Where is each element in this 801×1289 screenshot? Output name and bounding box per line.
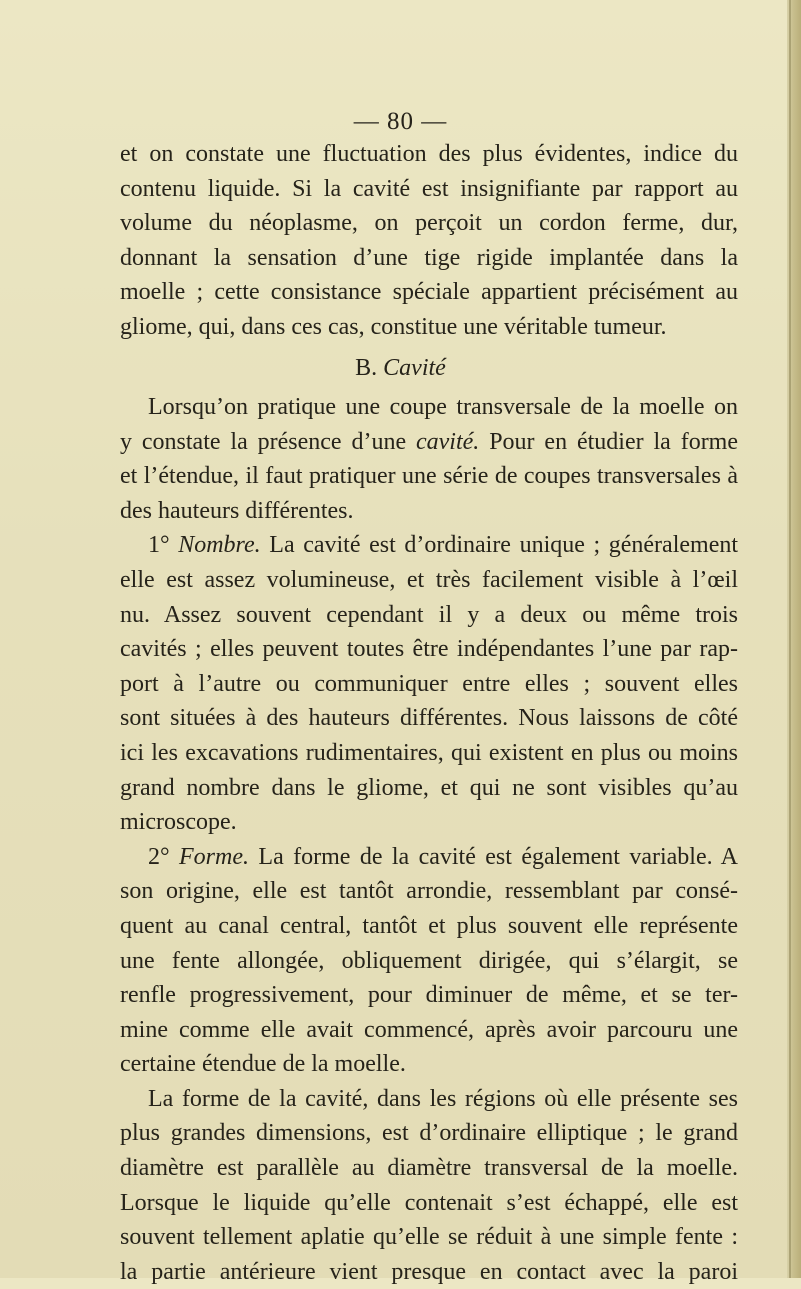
text-line: port à l’autre ou communiquer entre elles ; souvent elles <box>120 670 738 697</box>
text-line: certaine étendue de la moelle. <box>120 1051 406 1078</box>
text-line: moelle ; cette consistance spéciale appartient précisément au <box>120 279 738 306</box>
section-letter: B. <box>355 355 378 381</box>
text-line: mine comme elle avait commencé, après avoir parcouru une <box>120 1016 738 1043</box>
text-line: gliome, qui, dans ces cas, constitue une véritable tumeur. <box>120 313 667 340</box>
paragraph-intro <box>120 137 738 345</box>
page-number: — 80 — <box>353 108 448 135</box>
text-line <box>120 528 738 563</box>
text-line: ici les excavations rudimentaires, qui existent en plus ou moins <box>120 739 738 766</box>
text-line: plus grandes dimensions, est d’ordinaire elliptique ; le grand <box>120 1120 738 1147</box>
text-line <box>120 840 738 875</box>
text-line: donnant la sensation d’une tige rigide implantée dans la <box>120 244 738 271</box>
text-fragment: La cavité est d’ordinaire unique ; généralement <box>269 532 739 559</box>
text-line: nu. Assez souvent cependant il y a deux ou même trois <box>120 601 738 628</box>
text-line: souvent tellement aplatie qu’elle se réduit à une simple fente : <box>120 1224 738 1251</box>
text-line: renfle progressivement, pour diminuer de même, et se ter- <box>120 982 738 1009</box>
section-title: Cavité <box>383 355 446 381</box>
text-line: Lorsqu’on pratique une coupe transversale de la moelle on <box>148 394 738 420</box>
text-line: contenu liquide. Si la cavité est insignifiante par rapport au <box>120 175 738 202</box>
section-body <box>120 390 738 1289</box>
text-line: cavités ; elles peuvent toutes être indépendantes l’une par rap- <box>120 636 738 663</box>
text-line: microscope. <box>120 809 237 836</box>
text-fragment: La forme de la cavité est également variable. A <box>258 843 739 870</box>
item-heading: Nombre. <box>178 532 261 559</box>
text-fragment: y constate la présence d’une <box>120 428 407 455</box>
section-heading <box>0 355 801 382</box>
text-line: Lorsque le liquide qu’elle contenait s’est échappé, elle est <box>120 1189 738 1216</box>
text-line: et on constate une fluctuation des plus évidentes, indice du <box>120 141 738 167</box>
page-edge <box>787 0 801 1278</box>
text-line <box>120 425 738 460</box>
text-line: et l’étendue, il faut pratiquer une série de coupes transversales à <box>120 463 738 490</box>
text-line: quent au canal central, tantôt et plus souvent elle représente <box>120 912 738 939</box>
text-line: diamètre est parallèle au diamètre transversal de la moelle. <box>120 1155 738 1182</box>
text-line: La forme de la cavité, dans les régions où elle présente ses <box>148 1085 738 1112</box>
text-line: la partie antérieure vient presque en contact avec la paroi <box>120 1258 738 1285</box>
text-line: son origine, elle est tantôt arrondie, ressemblant par consé- <box>120 878 738 905</box>
text-line: une fente allongée, obliquement dirigée, qui s’élargit, se <box>120 947 738 974</box>
text-line: sont situées à des hauteurs différentes. Nous laissons de côté <box>120 705 738 732</box>
item-number: 2° <box>148 843 170 870</box>
text-line: elle est assez volumineuse, et très facilement visible à l’œil <box>120 566 738 593</box>
text-line: des hauteurs différentes. <box>120 497 354 524</box>
item-heading: Forme. <box>179 843 249 870</box>
text-fragment: Pour en étudier la forme <box>489 428 738 455</box>
text-line: grand nombre dans le gliome, et qui ne sont visibles qu’au <box>120 774 738 801</box>
emphasis-cavite: cavité. <box>416 428 480 455</box>
item-number: 1° <box>148 532 170 559</box>
text-line: volume du néoplasme, on perçoit un cordon ferme, dur, <box>120 210 738 237</box>
